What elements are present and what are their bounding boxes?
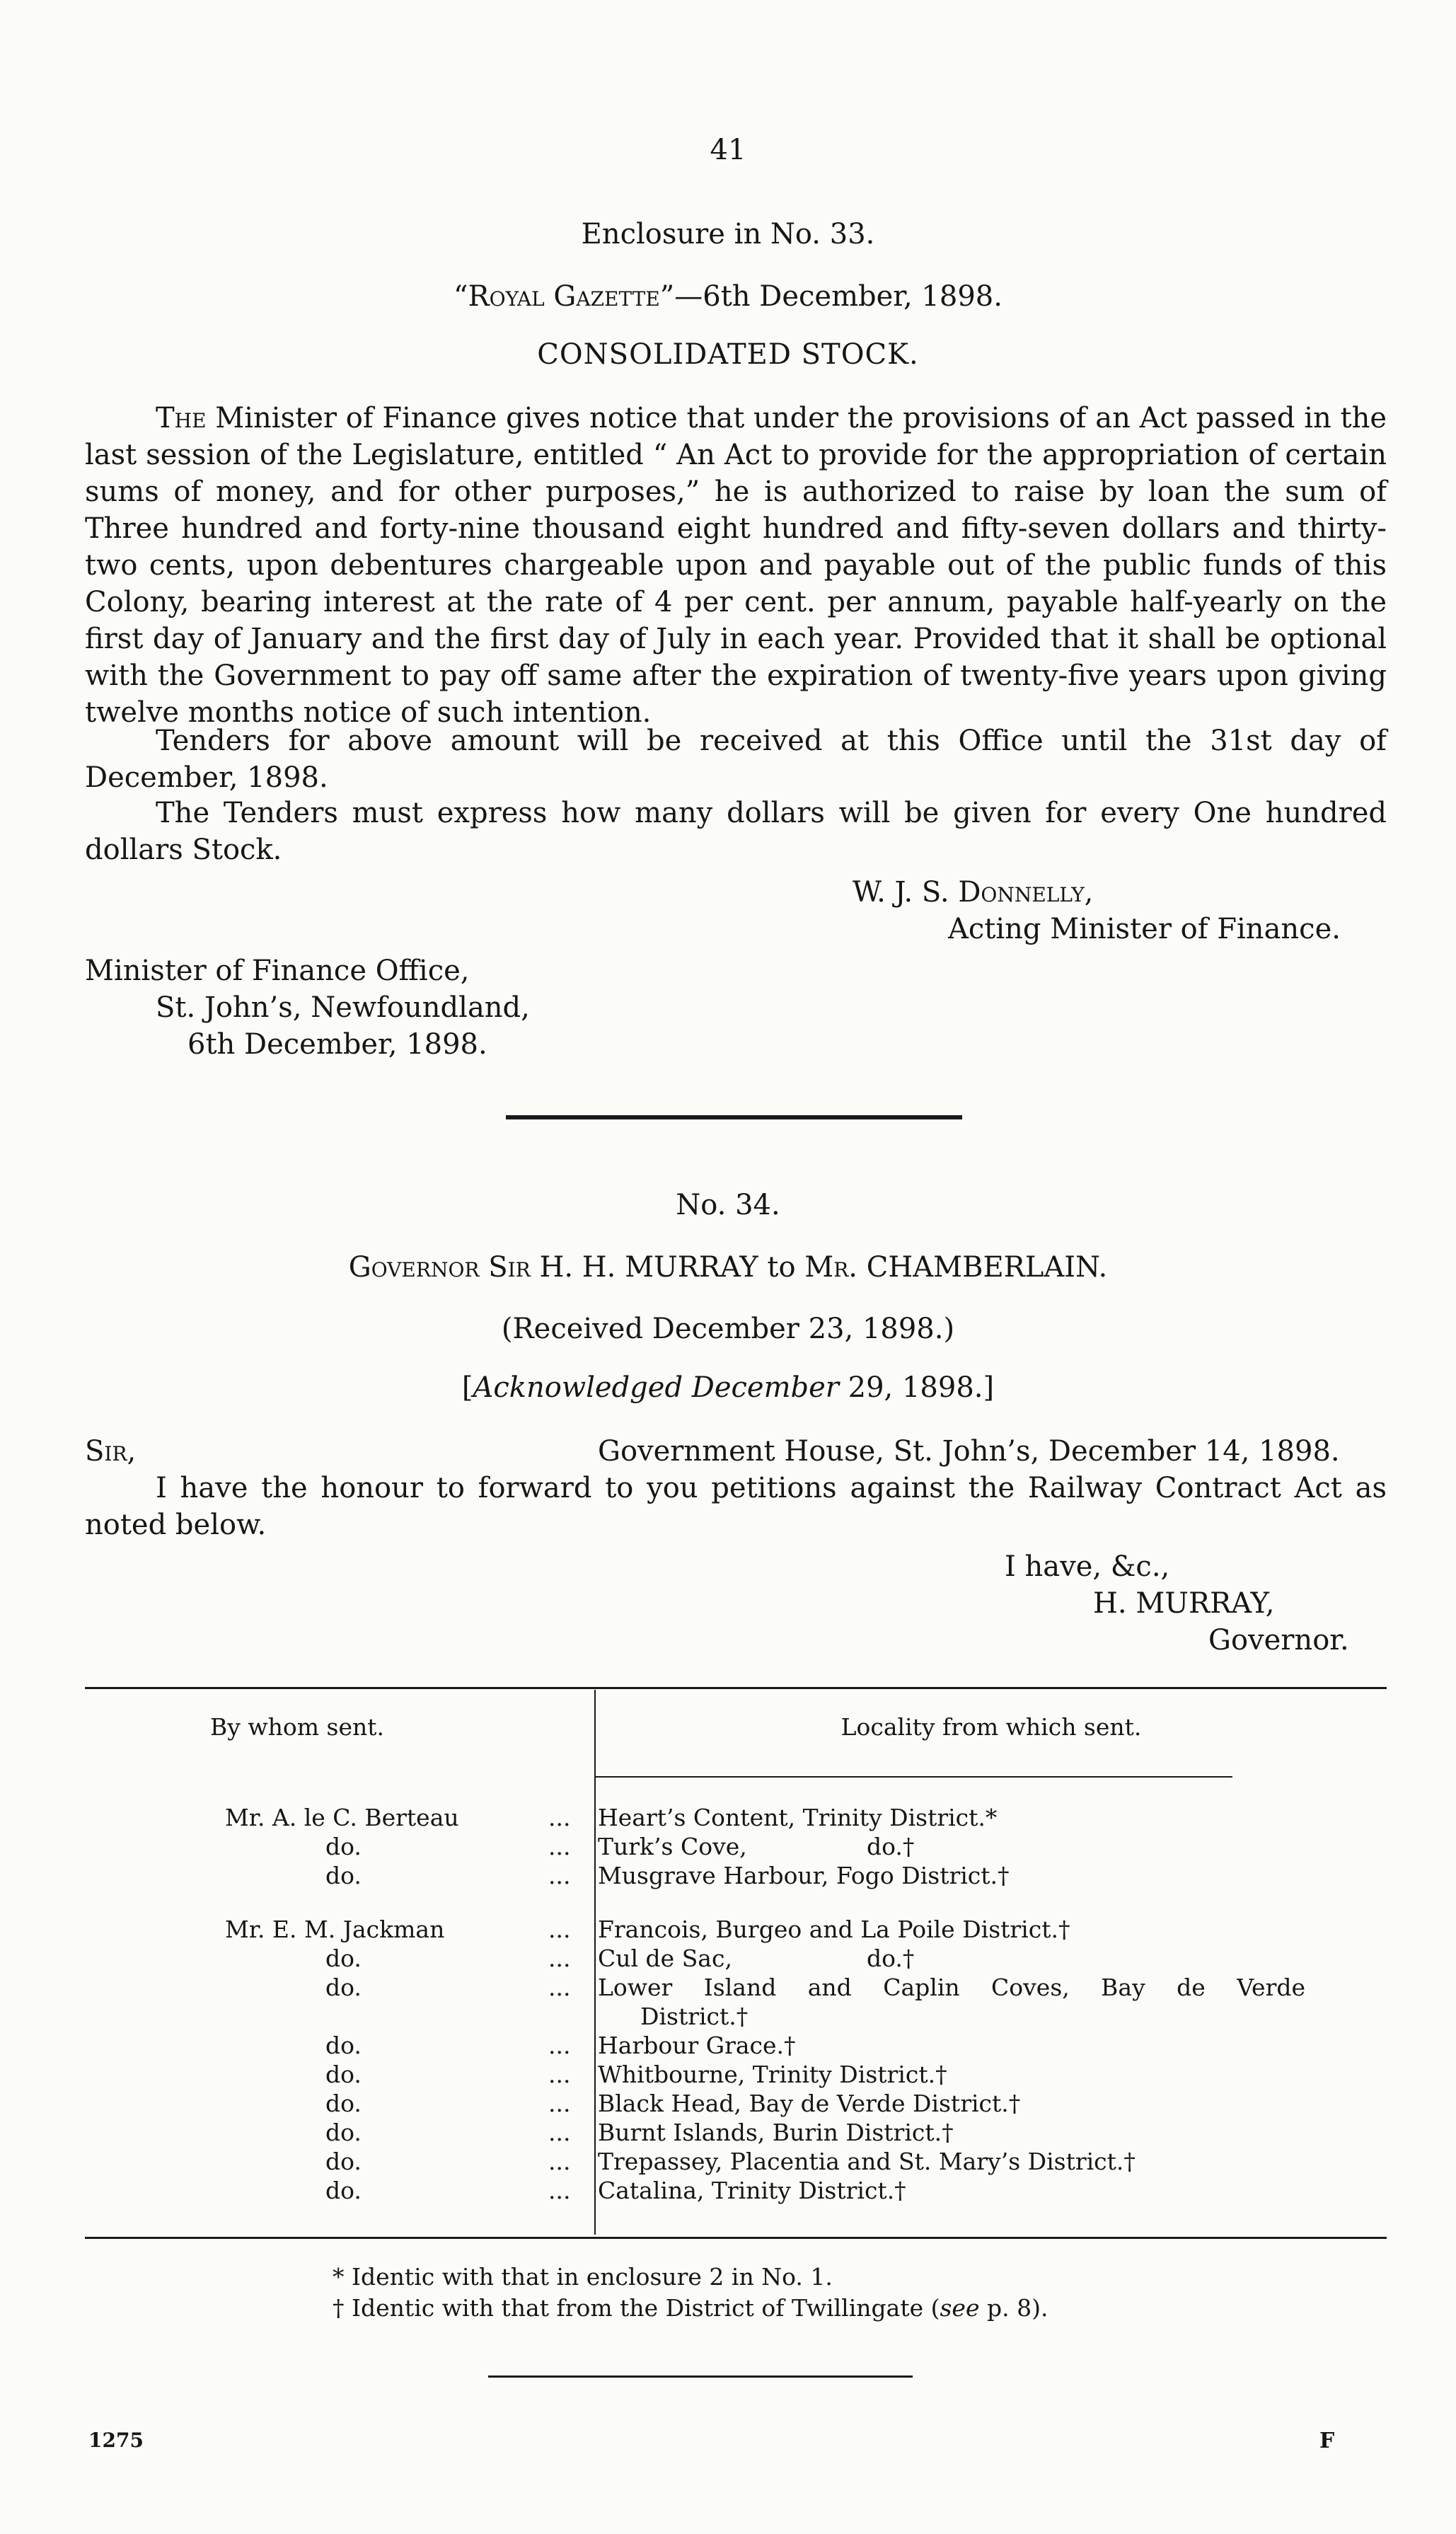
section-separator — [506, 1115, 962, 1119]
leader-dots: ... — [548, 1916, 571, 1943]
leader-dots: ... — [548, 2032, 571, 2059]
table-row — [0, 2031, 1456, 2060]
office-line-2: St. John’s, Newfoundland, — [156, 991, 530, 1024]
closing: I have, &c., — [1005, 1550, 1170, 1583]
table-row — [0, 2089, 1456, 2118]
footnote-2-pre: † Identic with that from the District of Twillingate ( — [333, 2294, 940, 2322]
notice-paragraph-1 — [85, 400, 1387, 731]
table-row — [0, 1944, 1456, 1973]
salutation: Sir, — [85, 1435, 137, 1468]
sender-cell: do. — [325, 2090, 362, 2117]
sender-cell: do. — [325, 1862, 362, 1889]
table-row — [0, 1803, 1456, 1832]
locality-cell-continuation: District.† — [640, 2003, 749, 2030]
office-line-3: 6th December, 1898. — [187, 1028, 487, 1061]
sender-cell: do. — [325, 1974, 362, 2001]
despatch-body: I have the honour to forward to you petitions against the Railway Contract Act as noted below. — [85, 1472, 1387, 1541]
despatch-signer-title: Governor. — [1208, 1624, 1349, 1657]
gazette-open-quote: “ — [453, 280, 468, 313]
locality-cell: Black Head, Bay de Verde District.† — [598, 2090, 1021, 2117]
footnote-2 — [333, 2293, 1048, 2324]
title-murray: H. H. MURRAY — [539, 1251, 758, 1284]
locality-cell: Lower Island and Caplin Coves, Bay de Verde — [598, 1974, 1305, 2001]
notice-title: CONSOLIDATED STOCK. — [537, 338, 919, 371]
locality-cell: Trepassey, Placentia and St. Mary’s District.† — [598, 2148, 1136, 2175]
leader-dots: ... — [548, 1974, 571, 2001]
despatch-title — [0, 1249, 1456, 1286]
leader-dots: ... — [548, 2177, 571, 2204]
notice-paragraph-1-text: Minister of Finance gives notice that under the provisions of an Act passed in the last session of the Legislature, entitled “ An Act to provide for the appropriation of certain sums of money, and for other purposes,” he is authorized to raise by loan the sum of Three hundred and forty-nine thousand eight hundred and fifty-seven dollars and thirty-two cents, upon debentures chargeable upon and payable out of the public funds of this Colony, bearing interest at the rate of 4 per cent. per annum, payable half-yearly on the first day of January and the first day of July in each year. Provided that it shall be optional with the Government to pay off same after the expiration of twenty-five years upon giving twelve months notice of such intention. — [85, 402, 1387, 729]
notice-paragraph-3: The Tenders must express how many dollars will be given for every One hundred dollars Stock. — [85, 797, 1387, 866]
leader-dots: ... — [548, 2090, 571, 2117]
sender-cell: do. — [325, 2148, 362, 2175]
sender-cell: do. — [325, 2177, 362, 2204]
table-row — [0, 2060, 1456, 2089]
locality-cell: Heart’s Content, Trinity District.* — [598, 1804, 998, 1831]
table-bottom-rule — [85, 2237, 1387, 2239]
table-row — [0, 2176, 1456, 2205]
locality-cell: Burnt Islands, Burin District.† — [598, 2119, 954, 2146]
table-row — [0, 2118, 1456, 2147]
locality-ditto-cell: do.† — [867, 1833, 915, 1860]
leader-dots: ... — [548, 1833, 571, 1860]
table-row — [0, 1973, 1456, 2031]
signer-initials: W. J. S. — [853, 876, 949, 909]
received-date: (Received December 23, 1898.) — [501, 1313, 955, 1345]
office-line-1: Minister of Finance Office, — [85, 955, 470, 987]
locality-cell: Francois, Burgeo and La Poile District.† — [598, 1916, 1070, 1943]
footnote-2-italic: see — [940, 2294, 980, 2322]
locality-cell: Harbour Grace.† — [598, 2032, 796, 2059]
sender-cell: do. — [325, 2061, 362, 2088]
leader-dots: ... — [548, 1862, 571, 1889]
notice-paragraph-2: Tenders for above amount will be received at this Office until the 31st day of December, 1898. — [85, 725, 1387, 794]
gazette-line — [0, 278, 1456, 315]
enclosure-heading: Enclosure in No. 33. — [581, 218, 875, 250]
table-row — [0, 1832, 1456, 1861]
locality-cell: Catalina, Trinity District.† — [598, 2177, 906, 2204]
despatch-signer: H. MURRAY, — [1093, 1587, 1275, 1620]
table-row — [0, 2147, 1456, 2176]
title-governor-sir: Governor Sir — [348, 1251, 531, 1284]
table-body — [0, 1803, 1456, 2228]
locality-cell: Musgrave Harbour, Fogo District.† — [598, 1862, 1010, 1889]
sender-cell: Mr. E. M. Jackman — [225, 1916, 445, 1943]
leader-dots: ... — [548, 2119, 571, 2146]
locality-ditto-cell: do.† — [867, 1945, 915, 1972]
table-header-locality: Locality from which sent. — [840, 1713, 1142, 1741]
ack-date: 29, 1898.] — [848, 1371, 995, 1404]
paragraph-lead-word: The — [156, 402, 207, 434]
page-number: 41 — [710, 134, 746, 166]
table-row — [0, 1861, 1456, 1890]
sender-cell: do. — [325, 2032, 362, 2059]
sender-cell: Mr. A. le C. Berteau — [225, 1804, 459, 1831]
signer-surname: Donnelly, — [958, 876, 1094, 909]
acknowledged-date — [0, 1369, 1456, 1406]
leader-dots: ... — [548, 1945, 571, 1972]
notice-signer — [853, 874, 1093, 911]
gazette-name: Royal Gazette — [468, 280, 660, 313]
footnote-2-post: p. 8). — [979, 2294, 1048, 2322]
locality-cell: Whitbourne, Trinity District.† — [598, 2061, 947, 2088]
table-header-rule — [596, 1776, 1232, 1778]
title-to: to — [767, 1251, 796, 1284]
locality-cell: Turk’s Cove, — [598, 1833, 747, 1860]
table-top-rule — [85, 1687, 1387, 1689]
leader-dots: ... — [548, 2148, 571, 2175]
table-header-sender: By whom sent. — [209, 1713, 384, 1741]
sender-cell: do. — [325, 1945, 362, 1972]
ack-italic-text: Acknowledged December — [473, 1371, 839, 1404]
ack-open-bracket: [ — [461, 1371, 473, 1404]
despatch-address: Government House, St. John’s, December 14, 1898. — [598, 1435, 1340, 1468]
footnote-1: * Identic with that in enclosure 2 in No. 1. — [333, 2263, 833, 2291]
gazette-date: ”—6th December, 1898. — [659, 280, 1003, 313]
title-chamberlain: CHAMBERLAIN. — [866, 1251, 1108, 1284]
signature-mark: F — [1319, 2429, 1335, 2453]
sender-cell: do. — [325, 1833, 362, 1860]
leader-dots: ... — [548, 1804, 571, 1831]
leader-dots: ... — [548, 2061, 571, 2088]
printer-number: 1275 — [88, 2429, 144, 2452]
despatch-number: No. 34. — [676, 1189, 780, 1221]
signer-title: Acting Minister of Finance. — [948, 913, 1341, 945]
table-row — [0, 1915, 1456, 1944]
sender-cell: do. — [325, 2119, 362, 2146]
footer-separator — [488, 2375, 913, 2378]
locality-cell: Cul de Sac, — [598, 1945, 732, 1972]
title-mr: Mr. — [804, 1251, 858, 1284]
